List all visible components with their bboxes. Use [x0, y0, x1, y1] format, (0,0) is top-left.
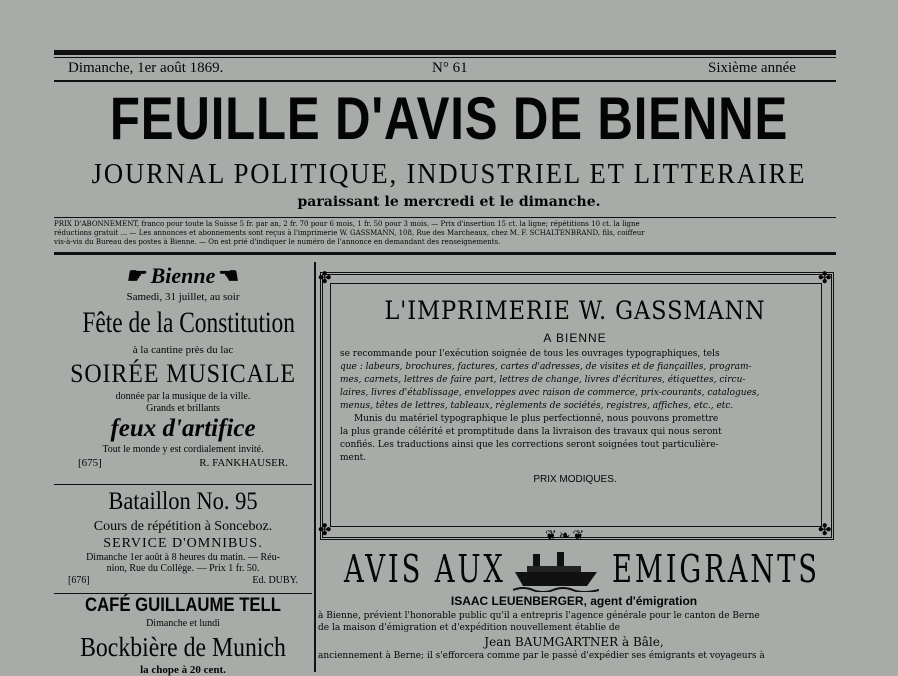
steamship-icon: [513, 548, 599, 592]
subscription-line: réductions gratuit ... — Les annonces et abonnements sont reçus à l'imprimerie W. GASSMANN, 108, Rue des Marcheaux, chez M. F. SCHALTENBRAND, fils, coiffeur: [54, 229, 645, 237]
issue-year: Sixième année: [708, 60, 796, 76]
cours-line: Cours de répétition à Sonceboz.: [93, 519, 273, 534]
bataillon-heading: Bataillon No. 95: [108, 488, 258, 515]
imprimerie-place: A BIENNE: [543, 331, 607, 345]
bataillon-ad: [54, 486, 312, 587]
box-line: Munis du matériel typographique le plus perfectionné, nous pouvons promettre: [354, 414, 719, 424]
left-rule: [54, 484, 312, 485]
masthead-subtitle: JOURNAL POLITIQUE, INDUSTRIEL ET LITTERAIRE: [91, 158, 807, 190]
corner-ornament-icon: ✤: [318, 520, 332, 539]
cafe-heading: CAFÉ GUILLAUME TELL: [85, 595, 281, 616]
box-line: que : labeurs, brochures, factures, cartes d'adresses, de visites et de fiançailles, program-: [340, 362, 752, 372]
emigrants-line: à Bienne, prévient l'honorable public qu'il a entrepris l'agence générale pour le canton de Berne: [318, 611, 760, 621]
bockbiere-heading: Bockbière de Munich: [80, 632, 286, 662]
cantine-line: à la cantine près du lac: [132, 344, 234, 356]
box-line: menus, têtes de lettres, tableaux, règlements de sociétés, registres, affiches, etc., etc.: [340, 401, 734, 411]
emigrants-line: anciennement à Berne; il s'efforcera comme par le passé d'expédier ses émigrants et voyageurs à: [318, 651, 765, 661]
ref-number: [675]: [78, 457, 102, 469]
fete-heading: Fête de la Constitution: [82, 306, 295, 339]
box-line: se recommande pour l'exécution soignée de tous les ouvrages typographiques, tels: [340, 349, 720, 359]
soiree-heading: SOIRÉE MUSICALE: [70, 359, 296, 388]
box-line: laires, livres d'établissage, enveloppes avec raison de commerce, prix-courants, catalogues,: [340, 388, 760, 398]
pointing-hand-icon: ☛: [220, 263, 241, 288]
signature-row: [54, 456, 312, 470]
box-line: ment.: [340, 453, 367, 463]
box-line: la plus grande célérité et promptitude dans la livraison des travaux qui nous seront: [340, 427, 722, 437]
invite-line: Tout le monde y est cordialement invité.: [102, 444, 264, 455]
prix-modiques: PRIX MODIQUES.: [533, 474, 617, 485]
subscription-line: PRIX D'ABONNEMENT, franco pour toute la Suisse 5 fr. par an, 2 fr. 70 pour 6 mois, 1 fr. 50 pour 3 mois. — Prix d'insertion 15 ct. la ligne; répétitions 10 ct. la ligne: [54, 220, 640, 228]
avis-heading: AVIS AUX: [344, 547, 506, 591]
box-line: mes, carnets, lettres de faire part, lettres de change, livres d'écritures, étiquettes, circu-: [340, 375, 746, 385]
signature-row: [54, 574, 312, 587]
signature: R. FANKHAUSER.: [199, 457, 288, 469]
issue-number: N° 61: [432, 60, 468, 76]
service-line: SERVICE D'OMNIBUS.: [103, 536, 263, 551]
emigrants-line: de la maison d'émigration et d'expédition nouvellement établie de: [318, 623, 620, 633]
column-divider: [314, 262, 316, 672]
reunion-line: nion, Rue du Collège. — Prix 1 fr. 50.: [106, 563, 260, 574]
top-rule-thick: [54, 50, 836, 55]
ref-number: [676]: [68, 575, 90, 586]
chope-line: la chope à 20 cent.: [140, 664, 226, 676]
corner-ornament-icon: ✤: [818, 268, 832, 287]
dim-lundi-line: Dimanche et lundi: [146, 618, 220, 629]
imprimerie-title: L'IMPRIMERIE W. GASSMANN: [384, 296, 766, 325]
subscription-line: vis-à-vis du Bureau des postes à Bienne. — On est prié d'indiquer le numéro de l'annonce en demandant des renseignements.: [54, 238, 501, 246]
flourish-ornament-icon: ❦❧❦: [545, 528, 587, 544]
signature: Ed. DUBY.: [252, 575, 298, 586]
masthead-title: FEUILLE D'AVIS DE BIENNE: [109, 85, 789, 152]
subscription-rule-top: [54, 217, 836, 218]
top-rule-thin: [54, 57, 836, 58]
cafe-ad: [54, 594, 312, 676]
corner-ornament-icon: ✤: [818, 520, 832, 539]
donnee-line: donnée par la musique de la ville.: [115, 391, 251, 402]
pointing-hand-icon: ☛: [125, 263, 146, 288]
box-line: confiés. Les traductions ainsi que les corrections seront soignées tout particulière-: [340, 440, 719, 450]
emigrants-heading: EMIGRANTS: [612, 547, 820, 591]
subscription-rule-bottom: [54, 252, 836, 255]
publication-frequency: paraissant le mercredi et le dimanche.: [297, 194, 601, 210]
corner-ornament-icon: ✤: [318, 268, 332, 287]
issue-date: Dimanche, 1er août 1869.: [68, 60, 224, 76]
bienne-label: Bienne: [150, 263, 216, 288]
feux-heading: feux d'artifice: [110, 415, 256, 442]
event-date: Samedi, 31 juillet, au soir: [126, 291, 240, 303]
baumgartner-line: Jean BAUMGARTNER à Bâle,: [484, 635, 664, 649]
bienne-heading: [54, 262, 312, 290]
imprimerie-content: [340, 294, 810, 491]
emigrants-body: [318, 610, 830, 662]
grands-line: Grands et brillants: [146, 403, 220, 414]
subscription-info: [54, 220, 834, 247]
header-rule: [54, 80, 836, 82]
agent-line: ISAAC LEUENBERGER, agent d'émigration: [450, 594, 698, 608]
dimanche-line: Dimanche 1er août à 8 heures du matin. — Réu-: [86, 552, 280, 563]
bienne-ad: [54, 262, 312, 470]
